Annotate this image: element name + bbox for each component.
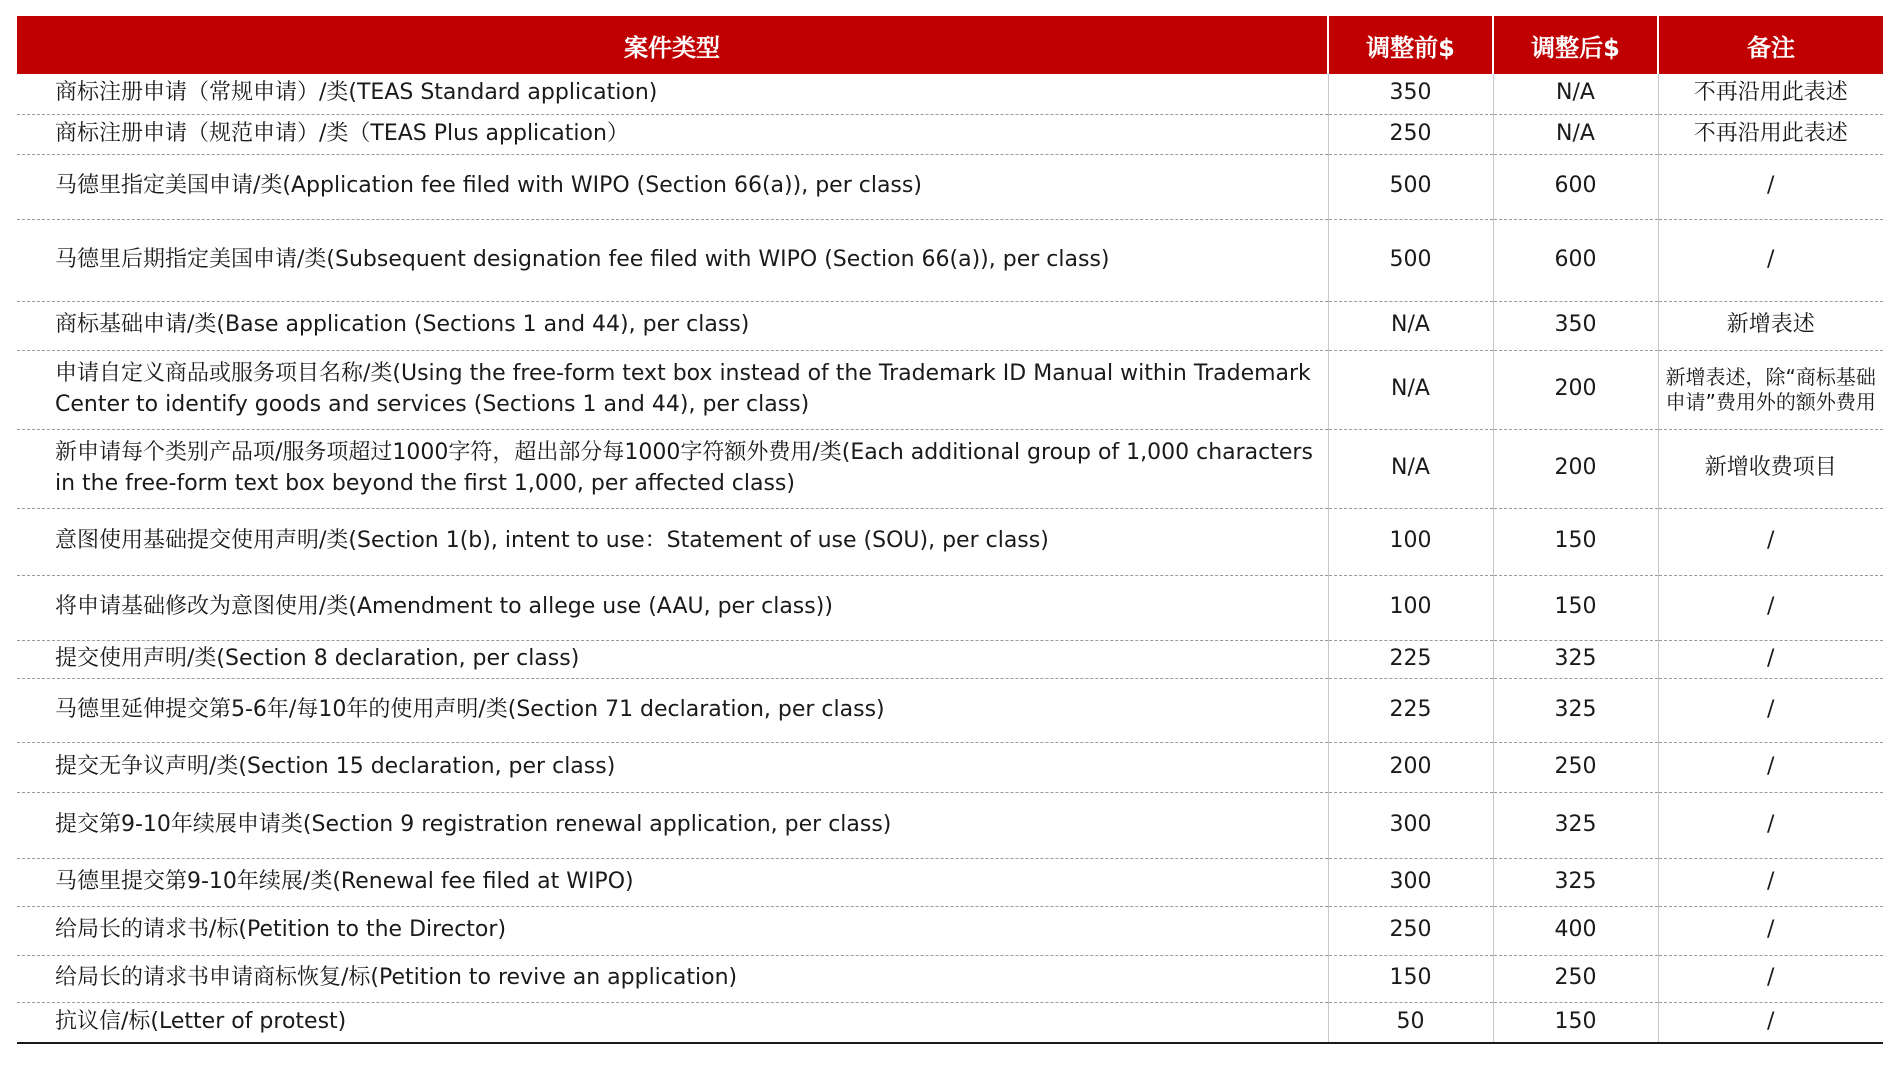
table-row bbox=[17, 640, 1883, 678]
fee-after-cell: 250 bbox=[1493, 955, 1658, 1002]
fee-before-cell: 250 bbox=[1328, 114, 1493, 154]
case-type-cell: 马德里指定美国申请/类(Application fee filed with WIPO (Section 66(a)), per class) bbox=[17, 154, 1328, 219]
fee-before-cell: 300 bbox=[1328, 792, 1493, 858]
case-type-cell: 商标注册申请（规范申请）/类（TEAS Plus application） bbox=[17, 114, 1328, 154]
fee-before-cell: 225 bbox=[1328, 678, 1493, 742]
header-before-adjustment: 调整前$ bbox=[1328, 16, 1493, 74]
table-row bbox=[17, 742, 1883, 792]
fee-before-cell: 225 bbox=[1328, 640, 1493, 678]
fee-after-cell: 150 bbox=[1493, 1002, 1658, 1043]
note-cell: 新增表述，除“商标基础申请”费用外的额外费用 bbox=[1658, 350, 1883, 429]
fee-after-cell: 150 bbox=[1493, 508, 1658, 575]
table-row bbox=[17, 219, 1883, 301]
fee-before-cell: 500 bbox=[1328, 154, 1493, 219]
table-row bbox=[17, 350, 1883, 429]
case-type-cell: 商标注册申请（常规申请）/类(TEAS Standard application) bbox=[17, 74, 1328, 114]
header-note: 备注 bbox=[1658, 16, 1883, 74]
note-cell: / bbox=[1658, 154, 1883, 219]
fee-before-cell: 350 bbox=[1328, 74, 1493, 114]
note-cell: / bbox=[1658, 792, 1883, 858]
fee-before-cell: 100 bbox=[1328, 575, 1493, 640]
case-type-cell: 申请自定义商品或服务项目名称/类(Using the free-form text box instead of the Trademark ID Manual within Trademark Center to identify goods and services (Sections 1 and 44), per class) bbox=[17, 350, 1328, 429]
case-type-cell: 给局长的请求书申请商标恢复/标(Petition to revive an application) bbox=[17, 955, 1328, 1002]
fee-after-cell: 600 bbox=[1493, 154, 1658, 219]
note-cell: / bbox=[1658, 508, 1883, 575]
fee-before-cell: 200 bbox=[1328, 742, 1493, 792]
table-row bbox=[17, 858, 1883, 906]
fee-before-cell: 500 bbox=[1328, 219, 1493, 301]
note-cell: 新增收费项目 bbox=[1658, 429, 1883, 508]
fee-after-cell: 400 bbox=[1493, 906, 1658, 955]
note-cell: / bbox=[1658, 858, 1883, 906]
fee-after-cell: 325 bbox=[1493, 678, 1658, 742]
note-cell: / bbox=[1658, 640, 1883, 678]
table-row bbox=[17, 678, 1883, 742]
case-type-cell: 将申请基础修改为意图使用/类(Amendment to allege use (AAU, per class)) bbox=[17, 575, 1328, 640]
table-row bbox=[17, 1002, 1883, 1043]
fee-before-cell: 150 bbox=[1328, 955, 1493, 1002]
note-cell: / bbox=[1658, 575, 1883, 640]
fee-after-cell: 325 bbox=[1493, 792, 1658, 858]
fee-after-cell: 350 bbox=[1493, 301, 1658, 350]
table-row bbox=[17, 74, 1883, 114]
fee-after-cell: 325 bbox=[1493, 640, 1658, 678]
case-type-cell: 提交第9-10年续展申请类(Section 9 registration renewal application, per class) bbox=[17, 792, 1328, 858]
case-type-cell: 马德里提交第9-10年续展/类(Renewal fee filed at WIPO) bbox=[17, 858, 1328, 906]
case-type-cell: 意图使用基础提交使用声明/类(Section 1(b), intent to use：Statement of use (SOU), per class) bbox=[17, 508, 1328, 575]
fee-before-cell: N/A bbox=[1328, 350, 1493, 429]
fee-after-cell: 325 bbox=[1493, 858, 1658, 906]
case-type-cell: 提交使用声明/类(Section 8 declaration, per class) bbox=[17, 640, 1328, 678]
fee-after-cell: 600 bbox=[1493, 219, 1658, 301]
fee-before-cell: 250 bbox=[1328, 906, 1493, 955]
note-cell: / bbox=[1658, 906, 1883, 955]
header-case-type: 案件类型 bbox=[17, 16, 1328, 74]
note-cell: / bbox=[1658, 742, 1883, 792]
table-row bbox=[17, 154, 1883, 219]
fee-before-cell: 50 bbox=[1328, 1002, 1493, 1043]
case-type-cell: 马德里延伸提交第5-6年/每10年的使用声明/类(Section 71 declaration, per class) bbox=[17, 678, 1328, 742]
table-row bbox=[17, 301, 1883, 350]
fee-after-cell: 150 bbox=[1493, 575, 1658, 640]
fee-before-cell: 100 bbox=[1328, 508, 1493, 575]
table-row bbox=[17, 792, 1883, 858]
case-type-cell: 提交无争议声明/类(Section 15 declaration, per class) bbox=[17, 742, 1328, 792]
case-type-cell: 新申请每个类别产品项/服务项超过1000字符，超出部分每1000字符额外费用/类(Each additional group of 1,000 characters in the free-form text box beyond the first 1,000, per affected class) bbox=[17, 429, 1328, 508]
header-after-adjustment: 调整后$ bbox=[1493, 16, 1658, 74]
note-cell: 不再沿用此表述 bbox=[1658, 114, 1883, 154]
note-cell: 新增表述 bbox=[1658, 301, 1883, 350]
table-row bbox=[17, 575, 1883, 640]
fee-before-cell: 300 bbox=[1328, 858, 1493, 906]
note-cell: / bbox=[1658, 678, 1883, 742]
case-type-cell: 商标基础申请/类(Base application (Sections 1 and 44), per class) bbox=[17, 301, 1328, 350]
table-header-row bbox=[17, 16, 1883, 74]
table-row bbox=[17, 955, 1883, 1002]
fee-after-cell: 250 bbox=[1493, 742, 1658, 792]
case-type-cell: 马德里后期指定美国申请/类(Subsequent designation fee filed with WIPO (Section 66(a)), per class) bbox=[17, 219, 1328, 301]
note-cell: / bbox=[1658, 1002, 1883, 1043]
note-cell: / bbox=[1658, 955, 1883, 1002]
note-cell: 不再沿用此表述 bbox=[1658, 74, 1883, 114]
table-row bbox=[17, 114, 1883, 154]
table-row bbox=[17, 508, 1883, 575]
fee-after-cell: N/A bbox=[1493, 74, 1658, 114]
fee-after-cell: 200 bbox=[1493, 350, 1658, 429]
table-row bbox=[17, 429, 1883, 508]
case-type-cell: 抗议信/标(Letter of protest) bbox=[17, 1002, 1328, 1043]
fee-after-cell: N/A bbox=[1493, 114, 1658, 154]
fee-before-cell: N/A bbox=[1328, 429, 1493, 508]
fee-adjustment-table bbox=[17, 16, 1883, 1044]
note-cell: / bbox=[1658, 219, 1883, 301]
fee-after-cell: 200 bbox=[1493, 429, 1658, 508]
table-row bbox=[17, 906, 1883, 955]
case-type-cell: 给局长的请求书/标(Petition to the Director) bbox=[17, 906, 1328, 955]
fee-before-cell: N/A bbox=[1328, 301, 1493, 350]
